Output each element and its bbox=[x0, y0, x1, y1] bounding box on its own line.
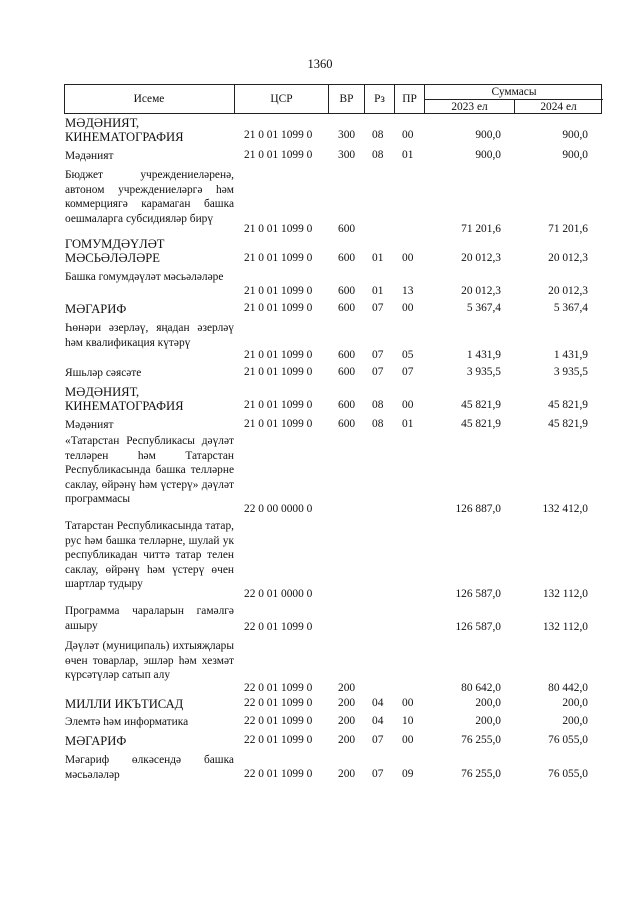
row-s1: 45 821,9 bbox=[461, 399, 501, 411]
row-pr: 00 bbox=[402, 252, 414, 264]
row-vr: 300 bbox=[338, 129, 356, 141]
row-s2: 20 012,3 bbox=[548, 252, 588, 264]
row-csr: 21 0 01 1099 0 bbox=[244, 302, 313, 314]
header-pr: ПР bbox=[394, 84, 424, 114]
header-sums: Суммасы bbox=[491, 85, 537, 98]
row-s2: 45 821,9 bbox=[548, 418, 588, 430]
row-pr: 01 bbox=[402, 149, 414, 161]
row-s2: 20 012,3 bbox=[548, 285, 588, 297]
row-rz: 07 bbox=[372, 366, 384, 378]
row-rz: 04 bbox=[372, 715, 384, 727]
row-s2: 200,0 bbox=[562, 715, 588, 727]
row-s1: 5 367,4 bbox=[466, 302, 501, 314]
row-rz: 08 bbox=[372, 129, 384, 141]
row-pr: 00 bbox=[402, 399, 414, 411]
row-csr: 21 0 01 1099 0 bbox=[244, 252, 313, 264]
header-rz: Рз bbox=[364, 84, 394, 114]
row-vr: 200 bbox=[338, 697, 356, 709]
row-name: Яшьләр сәясәте bbox=[65, 367, 142, 379]
row-rz: 08 bbox=[372, 418, 384, 430]
row-csr: 22 0 01 1099 0 bbox=[244, 621, 313, 633]
row-s2: 132 412,0 bbox=[542, 503, 588, 515]
row-s1: 20 012,3 bbox=[461, 285, 501, 297]
row-name: Мәдәният bbox=[65, 150, 114, 162]
row-s2: 900,0 bbox=[562, 129, 588, 141]
row-csr: 21 0 01 1099 0 bbox=[244, 399, 313, 411]
row-vr: 300 bbox=[338, 149, 356, 161]
row-name: «Татарстан Республикасы дәүләт телләрен һәм Татарстан Республикасында башка телләрне саклау, өйрәнү һәм үстерү» дәүләт программасы bbox=[65, 435, 234, 506]
row-csr: 22 0 01 1099 0 bbox=[244, 734, 313, 746]
header-2023: 2023 ел bbox=[451, 100, 488, 113]
row-pr: 05 bbox=[402, 349, 414, 361]
row-s1: 200,0 bbox=[475, 697, 501, 709]
header-name: Исеме bbox=[133, 93, 165, 105]
row-s1: 80 642,0 bbox=[461, 682, 501, 694]
row-s2: 132 112,0 bbox=[542, 588, 588, 600]
row-pr: 00 bbox=[402, 697, 414, 709]
row-rz: 08 bbox=[372, 399, 384, 411]
row-name: Мәдәният bbox=[65, 419, 114, 431]
row-s2: 80 442,0 bbox=[548, 682, 588, 694]
row-rz: 04 bbox=[372, 697, 384, 709]
row-s1: 76 255,0 bbox=[461, 734, 501, 746]
row-s1: 126 587,0 bbox=[455, 621, 501, 633]
row-rz: 01 bbox=[372, 285, 384, 297]
row-name: Бюджет учреждениеләренә, автоном учреждениеләргә һәм коммерциягә карамаган башка оешмаларга субсидияләр бирү bbox=[65, 169, 234, 225]
row-pr: 00 bbox=[402, 302, 414, 314]
row-s1: 3 935,5 bbox=[466, 366, 501, 378]
row-csr: 21 0 01 1099 0 bbox=[244, 418, 313, 430]
row-vr: 200 bbox=[338, 734, 356, 746]
row-s2: 132 112,0 bbox=[542, 621, 588, 633]
row-vr: 200 bbox=[338, 682, 356, 694]
row-s1: 71 201,6 bbox=[461, 223, 501, 235]
row-name: Башка гомумдәүләт мәсьәләләре bbox=[65, 271, 224, 283]
row-pr: 09 bbox=[402, 768, 414, 780]
row-name: Дәүләт (муниципаль) ихтыяҗлары өчен товарлар, эшләр һәм хезмәт күрсәтүләр сатып алу bbox=[65, 640, 234, 682]
row-s2: 45 821,9 bbox=[548, 399, 588, 411]
row-s2: 71 201,6 bbox=[548, 223, 588, 235]
row-vr: 600 bbox=[338, 252, 356, 264]
row-csr: 21 0 01 1099 0 bbox=[244, 129, 313, 141]
row-name: МӘГАРИФ bbox=[65, 302, 127, 316]
row-pr: 07 bbox=[402, 366, 414, 378]
row-csr: 21 0 01 1099 0 bbox=[244, 366, 313, 378]
row-csr: 21 0 01 1099 0 bbox=[244, 149, 313, 161]
row-s1: 126 887,0 bbox=[455, 503, 501, 515]
row-csr: 21 0 01 1099 0 bbox=[244, 285, 313, 297]
row-vr: 600 bbox=[338, 399, 356, 411]
table-header bbox=[64, 84, 602, 114]
row-s1: 900,0 bbox=[475, 149, 501, 161]
row-name: Программа чараларын гамәлгә ашыру bbox=[65, 605, 234, 632]
row-name: Элемтә һәм информатика bbox=[65, 716, 189, 728]
row-s2: 76 055,0 bbox=[548, 734, 588, 746]
row-s1: 200,0 bbox=[475, 715, 501, 727]
row-pr: 00 bbox=[402, 129, 414, 141]
row-vr: 600 bbox=[338, 418, 356, 430]
row-name: МӘГАРИФ bbox=[65, 734, 127, 748]
row-pr: 13 bbox=[402, 285, 414, 297]
row-s1: 76 255,0 bbox=[461, 768, 501, 780]
row-rz: 07 bbox=[372, 302, 384, 314]
row-pr: 00 bbox=[402, 734, 414, 746]
row-s2: 1 431,9 bbox=[553, 349, 588, 361]
row-csr: 22 0 01 1099 0 bbox=[244, 697, 313, 709]
row-name: Мәгариф өлкәсендә башка мәсьәләләр bbox=[65, 754, 234, 781]
row-csr: 22 0 01 0000 0 bbox=[244, 588, 313, 600]
header-vr: ВР bbox=[328, 84, 364, 114]
row-rz: 01 bbox=[372, 252, 384, 264]
row-name: ГОМУМДӘҮЛӘТ МӘСЬӘЛӘЛӘРЕ bbox=[65, 237, 165, 266]
row-csr: 22 0 01 1099 0 bbox=[244, 682, 313, 694]
row-name: Татарстан Республикасында татар, рус һәм башка телләрне, шулай ук республикадан читтә татар телен саклау, өйрәнү һәм үстерү өчен шартлар тудыру bbox=[65, 520, 234, 591]
row-s1: 20 012,3 bbox=[461, 252, 501, 264]
row-s2: 900,0 bbox=[562, 149, 588, 161]
header-csr: ЦСР bbox=[234, 84, 328, 114]
row-csr: 21 0 01 1099 0 bbox=[244, 349, 313, 361]
row-s2: 3 935,5 bbox=[553, 366, 588, 378]
header-2024: 2024 ел bbox=[540, 100, 577, 113]
row-pr: 01 bbox=[402, 418, 414, 430]
row-vr: 600 bbox=[338, 349, 356, 361]
row-vr: 200 bbox=[338, 768, 356, 780]
row-vr: 200 bbox=[338, 715, 356, 727]
row-vr: 600 bbox=[338, 223, 356, 235]
row-s1: 1 431,9 bbox=[466, 349, 501, 361]
page-number: 1360 bbox=[307, 57, 333, 71]
row-rz: 07 bbox=[372, 349, 384, 361]
header-sums-group bbox=[424, 84, 602, 114]
row-pr: 10 bbox=[402, 715, 414, 727]
row-s1: 126 587,0 bbox=[455, 588, 501, 600]
row-s2: 200,0 bbox=[562, 697, 588, 709]
row-name: МӘДӘНИЯТ, КИНЕМАТОГРАФИЯ bbox=[65, 385, 184, 414]
row-name: МӘДӘНИЯТ, КИНЕМАТОГРАФИЯ bbox=[65, 116, 184, 145]
row-csr: 22 0 01 1099 0 bbox=[244, 768, 313, 780]
row-vr: 600 bbox=[338, 302, 356, 314]
row-rz: 07 bbox=[372, 768, 384, 780]
row-s2: 5 367,4 bbox=[553, 302, 588, 314]
row-name: Һөнәри әзерләү, яңадан әзерләү һәм квалификация күтәрү bbox=[65, 322, 234, 349]
row-s1: 900,0 bbox=[475, 129, 501, 141]
row-s1: 45 821,9 bbox=[461, 418, 501, 430]
row-s2: 76 055,0 bbox=[548, 768, 588, 780]
row-rz: 08 bbox=[372, 149, 384, 161]
row-vr: 600 bbox=[338, 366, 356, 378]
row-csr: 21 0 01 1099 0 bbox=[244, 223, 313, 235]
row-csr: 22 0 01 1099 0 bbox=[244, 715, 313, 727]
row-vr: 600 bbox=[338, 285, 356, 297]
row-rz: 07 bbox=[372, 734, 384, 746]
row-name: МИЛЛИ ИКЪТИСАД bbox=[65, 697, 184, 711]
row-csr: 22 0 00 0000 0 bbox=[244, 503, 313, 515]
